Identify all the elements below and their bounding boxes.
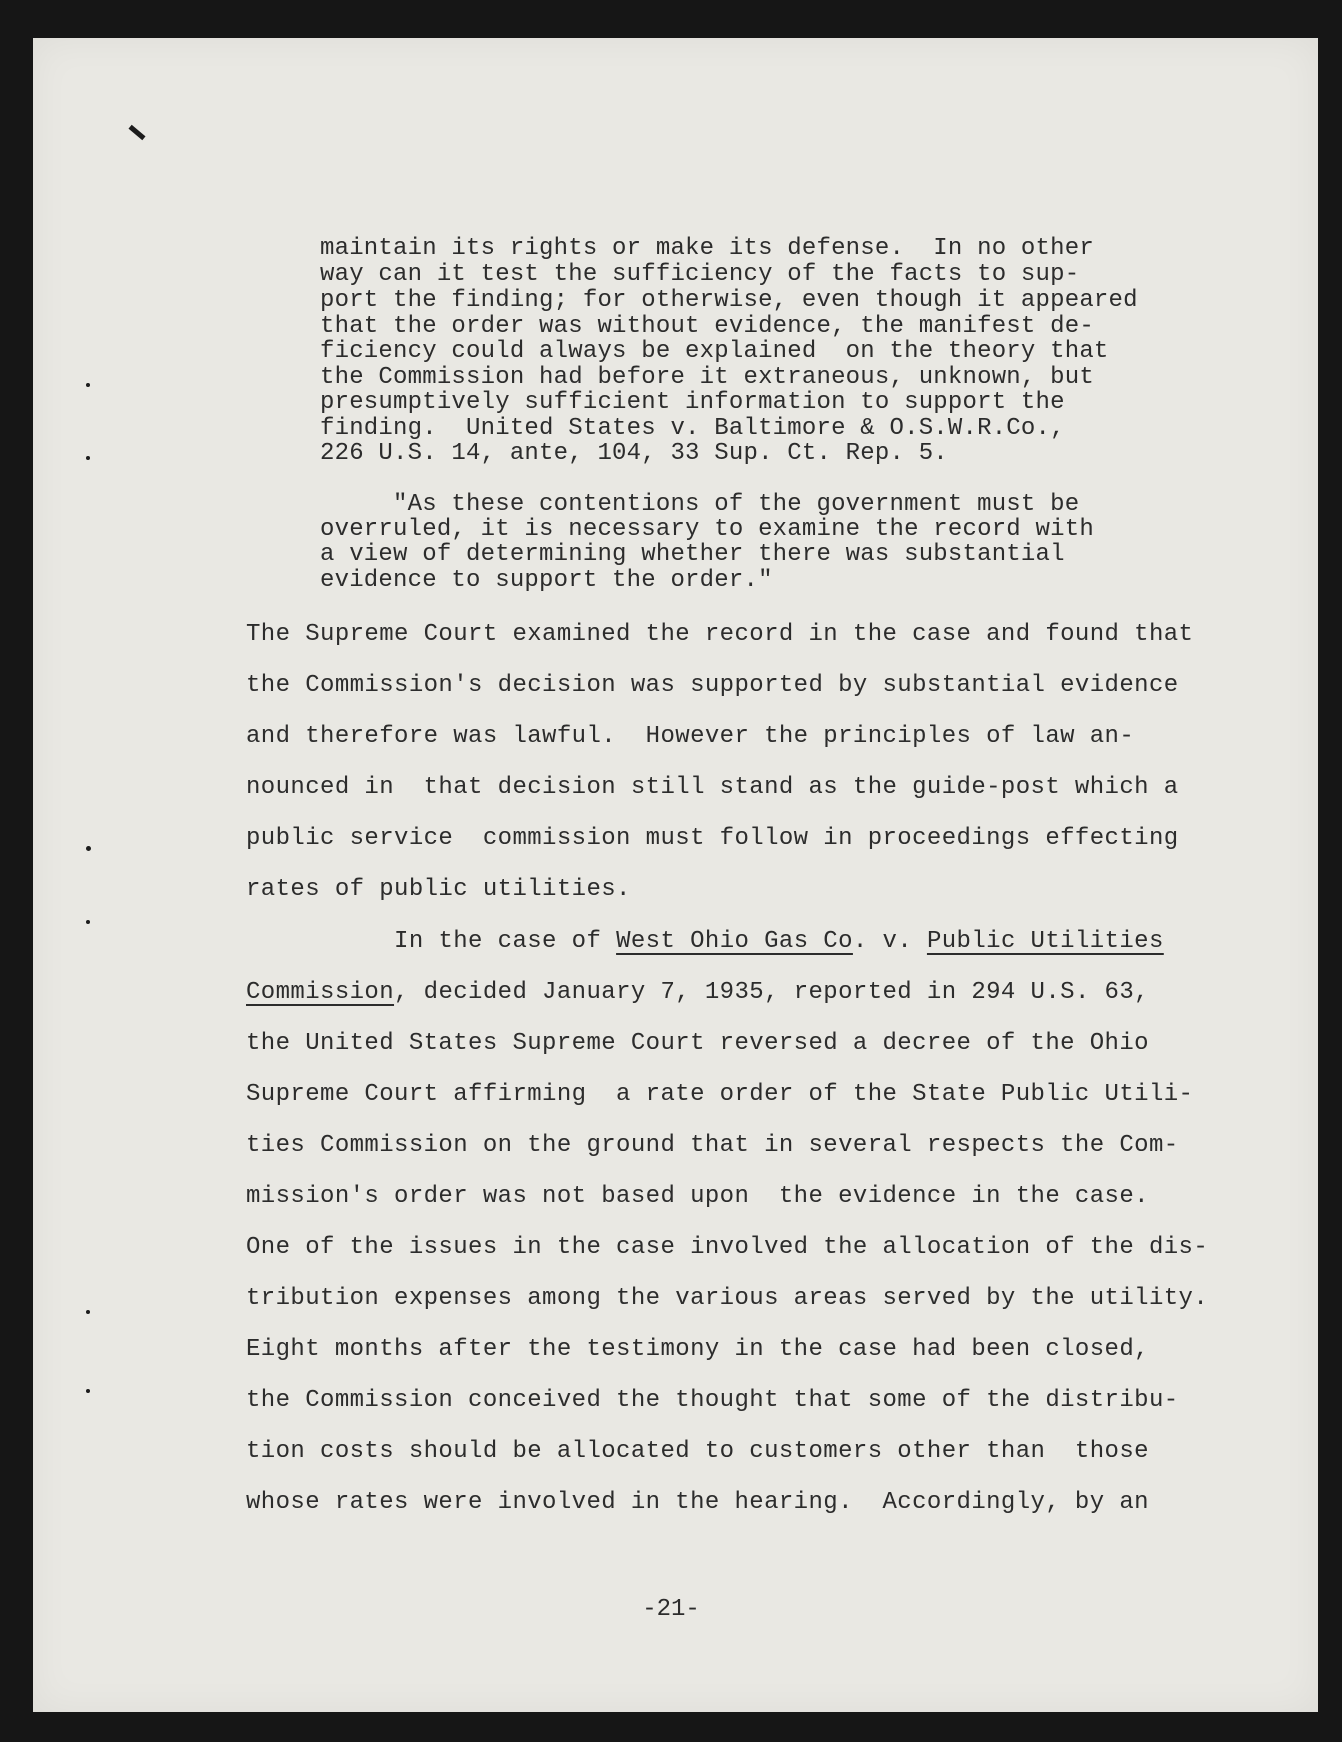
body-line: One of the issues in the case involved the allocation of the dis- [246,1234,1209,1261]
body-line: Supreme Court affirming a rate order of the State Public Utili- [246,1081,1194,1108]
scan-mark [86,456,90,460]
quote-line: overruled, it is necessary to examine the record with [320,516,1094,543]
scan-mark [86,1389,90,1393]
scan-mark [86,846,91,851]
body-text: . v. [852,928,927,955]
scan-mark [86,1310,90,1314]
quote-line: the Commission had before it extraneous, unknown, but [320,364,1094,391]
body-line: the Commission's decision was supported by substantial evidence [246,672,1179,699]
body-line: nounced in that decision still stand as the guide-post which a [246,774,1179,801]
quote-line: maintain its rights or make its defense. In no other [320,235,1094,262]
body-line: Eight months after the testimony in the case had been closed, [246,1336,1149,1363]
body-line [246,928,1164,955]
body-line: the Commission conceived the thought that some of the distribu- [246,1387,1179,1414]
quote-line: evidence to support the order." [320,567,773,594]
case-name-public-utilities: Public Utilities [926,928,1164,955]
scan-mark [86,383,90,387]
case-name-west-ohio-gas: West Ohio Gas Co [616,928,853,955]
quote-line: a view of determining whether there was substantial [320,541,1065,568]
body-line: the United States Supreme Court reversed a decree of the Ohio [246,1030,1149,1057]
quote-line: finding. United States v. Baltimore & O.S.W.R.Co., [320,415,1065,442]
scan-mark [86,920,90,924]
body-line: tion costs should be allocated to customers other than those [246,1438,1149,1465]
quote-line: presumptively sufficient information to support the [320,389,1065,416]
body-line: and therefore was lawful. However the principles of law an- [246,723,1135,750]
body-line: whose rates were involved in the hearing. Accordingly, by an [246,1489,1149,1516]
page-number: -21- [642,1596,700,1623]
body-line: rates of public utilities. [246,876,631,903]
body-line: tribution expenses among the various areas served by the utility. [246,1285,1209,1312]
body-line: ties Commission on the ground that in several respects the Com- [246,1132,1179,1159]
quote-line: that the order was without evidence, the manifest de- [320,313,1094,340]
body-line [246,979,1149,1006]
body-line: public service commission must follow in proceedings effecting [246,825,1179,852]
body-text: In the case of [394,928,617,955]
quote-line: "As these contentions of the government must be [320,491,1080,518]
paragraph-indent [246,928,394,955]
quote-line: way can it test the sufficiency of the facts to sup- [320,261,1080,288]
body-text: , decided January 7, 1935, reported in 294 U.S. 63, [394,979,1149,1006]
body-line: The Supreme Court examined the record in the case and found that [246,621,1194,648]
quote-line: port the finding; for otherwise, even though it appeared [320,287,1138,314]
case-name-commission: Commission [246,979,395,1006]
quote-line: 226 U.S. 14, ante, 104, 33 Sup. Ct. Rep. 5. [320,440,948,467]
body-line: mission's order was not based upon the evidence in the case. [246,1183,1149,1210]
quote-line: ficiency could always be explained on the theory that [320,338,1109,365]
